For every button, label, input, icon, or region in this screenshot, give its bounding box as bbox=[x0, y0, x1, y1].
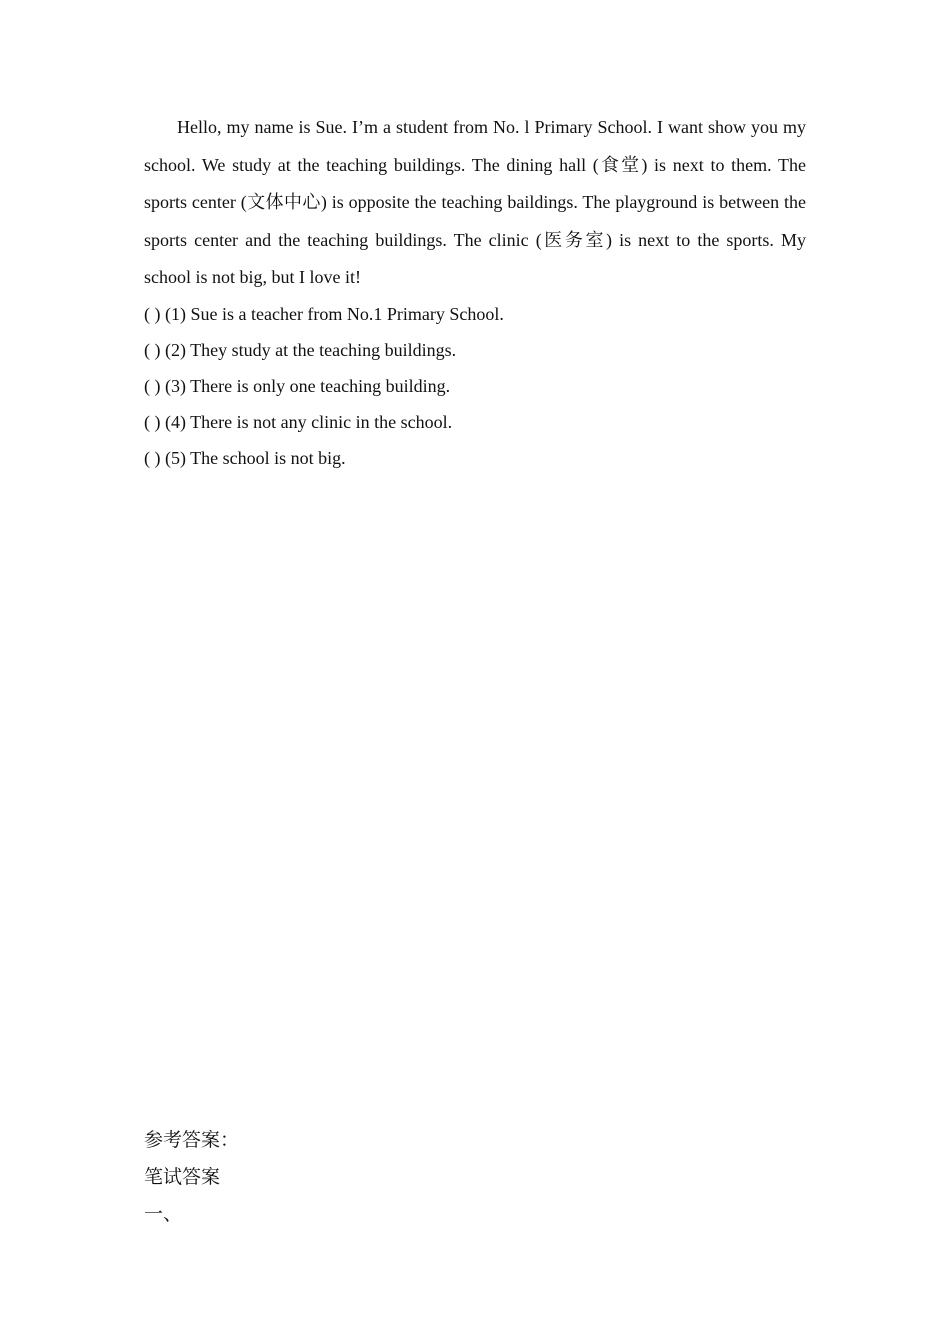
question-list bbox=[144, 296, 806, 476]
question-text: (4) There is not any clinic in the school. bbox=[165, 412, 453, 432]
question-text: (5) The school is not big. bbox=[165, 448, 346, 468]
answer-key-heading: 参考答案： bbox=[144, 1130, 240, 1151]
question-2 bbox=[144, 332, 806, 368]
answer-blank: ( ) bbox=[144, 448, 161, 468]
answer-blank: ( ) bbox=[144, 412, 161, 432]
answer-blank: ( ) bbox=[144, 376, 161, 396]
answer-blank: ( ) bbox=[144, 304, 161, 324]
question-5 bbox=[144, 440, 806, 476]
question-text: (2) They study at the teaching buildings. bbox=[165, 340, 457, 360]
question-1 bbox=[144, 296, 806, 332]
answer-key bbox=[144, 1122, 806, 1233]
question-text: (3) There is only one teaching building. bbox=[165, 376, 451, 396]
reading-passage: Hello, my name is Sue. I’m a student from No. l Primary School. I want show you my school. We study at the teaching buildings. The dining hall (食堂) is next to them. The sports center (文体中心) is opposite the teaching baildings. The playground is between the sports center and the teaching buildings. The clinic (医务室) is next to the sports. My school is not big, but I love it! bbox=[144, 117, 806, 287]
question-3 bbox=[144, 368, 806, 404]
answer-key-subheading: 笔试答案 bbox=[144, 1167, 221, 1188]
question-4 bbox=[144, 404, 806, 440]
answer-blank: ( ) bbox=[144, 340, 161, 360]
question-text: (1) Sue is a teacher from No.1 Primary School. bbox=[165, 304, 504, 324]
answer-key-section: 一、 bbox=[144, 1204, 183, 1225]
